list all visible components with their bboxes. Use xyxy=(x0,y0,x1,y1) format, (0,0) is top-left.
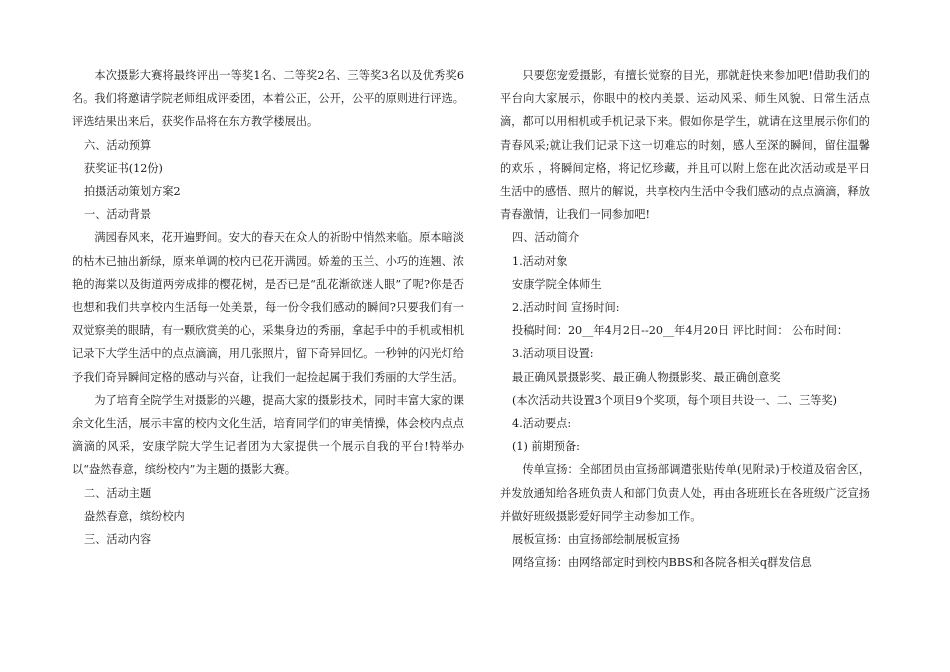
section-line: 4.活动要点: xyxy=(512,417,572,431)
section-line: 3.活动项目设置: xyxy=(512,347,594,361)
section-line: 拍摄活动策划方案2 xyxy=(84,185,181,199)
section-heading: 二、活动主题 xyxy=(84,486,152,500)
paragraph: 只要您宠爱摄影，有擅长觉察的目光，那就赶快来参加吧!借助我们的平台向大家展示，你眼中的校内美景、运动风采、师生风貌、日常生活点滴，都可以用相机或手机记录下来。假如你是学生，就请在这里展示你们的青春风采;就让我们记录下这一切难忘的时刻，感人至深的瞬间，留住温馨的欢乐 ，将瞬间定格，将记忆珍藏，并且可以附上您在此次活动或是平日生活中的感悟、照片的解说，共享校内生活中令我们感动的点点滴滴，释放青春激情，让我们一同参加吧! xyxy=(500,69,870,222)
section-line: 六、活动预算 xyxy=(84,138,152,152)
section-line: (本次活动共设置3个项目9个奖项，每个项目共设一、二、三等奖) xyxy=(512,393,838,407)
right-column xyxy=(500,64,870,574)
section-line: 2.活动时间 宣扬时间: xyxy=(512,301,620,315)
section-line: 获奖证书(12份) xyxy=(84,161,163,175)
section-line: 安康学院全体师生 xyxy=(512,277,602,291)
paragraph: 满园春风来，花开遍野间。安大的春天在众人的祈盼中悄然来临。原本暗淡的枯木已抽出新绿，原来单调的校内已花开满园。娇羞的玉兰、小巧的连翘、浓艳的海棠以及街道两旁成排的樱花树，是否已是“乱花渐欲迷人眼”了呢?你是否也想和我们共享校内生活每一处美景，每一份令我们感动的瞬间?只要我们有一双觉察美的眼睛，有一颗欣赏美的心，采集身边的秀丽，拿起手中的手机或相机记录下大学生活中的点点滴滴，用几张照片，留下奇异回忆。一秒钟的闪光灯给予我们奇异瞬间定格的感动与兴奋，让我们一起捡起属于我们秀丽的大学生活。 xyxy=(72,231,464,384)
section-line: 最正确风景摄影奖、最正确人物摄影奖、最正确创意奖 xyxy=(512,370,781,384)
section-heading: 三、活动内容 xyxy=(84,533,152,547)
section-line: 网络宣扬：由网络部定时到校内BBS和各院各相关q群发信息 xyxy=(512,556,812,570)
left-column xyxy=(72,64,464,551)
paragraph: 本次摄影大赛将最终评出一等奖1名、二等奖2名、三等奖3名以及优秀奖6名。我们将邀请学院老师组成评委团，本着公正，公开，公平的原则进行评选。评选结果出来后，获奖作品将在东方教学楼展出。 xyxy=(72,69,464,129)
section-line: 盎然春意，缤纷校内 xyxy=(84,509,185,523)
paragraph: 传单宣扬：全部团员由宣扬部调遣张贴传单(见附录)于校道及宿舍区，并发放通知给各班负责人和部门负责人处，再由各班班长在各班级广泛宣扬并做好班级摄影爱好同学主动参加工作。 xyxy=(500,463,870,523)
section-line: (1) 前期预备: xyxy=(512,440,580,454)
paragraph: 为了培育全院学生对摄影的兴趣，提高大家的摄影技术，同时丰富大家的课余文化生活，展示丰富的校内文化生活，培育同学们的审美情操，体会校内点点滴滴的风采，安康学院大学生记者团为大家提供一个展示自我的平台!特举办以“盎然春意，缤纷校内”为主题的摄影大赛。 xyxy=(72,393,464,477)
section-line: 投稿时间：20__年4月2日--20__年4月20日 评比时间： 公布时间： xyxy=(512,324,849,338)
section-heading: 一、活动背景 xyxy=(84,208,152,222)
section-line: 1.活动对象 xyxy=(512,254,568,268)
section-heading: 四、活动简介 xyxy=(512,231,580,245)
section-line: 展板宣扬：由宣扬部绘制展板宣扬 xyxy=(512,533,680,547)
